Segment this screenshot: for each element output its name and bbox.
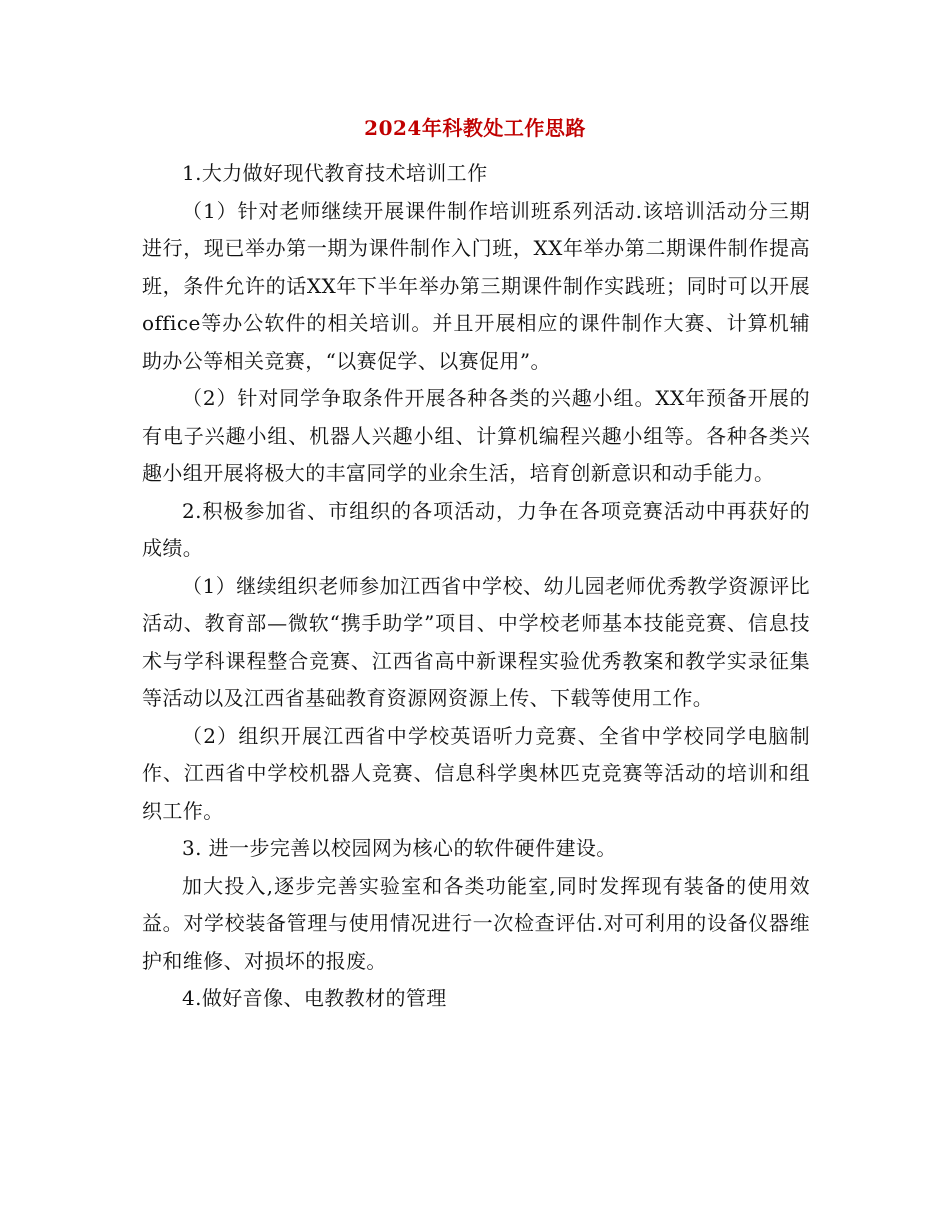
paragraph-1-2: （2）针对同学争取条件开展各种各类的兴趣小组。XX年预备开展的有电子兴趣小组、机器人兴趣小组、计算机编程兴趣小组等。各种各类兴趣小组开展将极大的丰富同学的业余生活，培育创新意识和动手能力。 — [142, 386, 810, 485]
paragraph-1-1: （1）针对老师继续开展课件制作培训班系列活动.该培训活动分三期进行，现已举办第一期为课件制作入门班，XX年举办第二期课件制作提高班，条件允许的话XX年下半年举办第三期课件制作实践班；同时可以开展office等办公软件的相关培训。并且开展相应的课件制作大赛、计算机辅助办公等相关竞赛，“以赛促学、以赛促用”。 — [142, 198, 810, 373]
paragraph-heading-2: 2.积极参加省、市组织的各项活动，力争在各项竞赛活动中再获好的成绩。 — [142, 498, 810, 560]
paragraph-3-1: 加大投入,逐步完善实验室和各类功能室,同时发挥现有装备的使用效益。对学校装备管理与使用情况进行一次检查评估.对可利用的设备仪器维护和维修、对损坏的报废。 — [142, 873, 810, 973]
paragraph-heading-3: 3. 进一步完善以校园网为核心的软件硬件建设。 — [182, 836, 617, 860]
paragraph-heading-4: 4.做好音像、电教教材的管理 — [182, 986, 447, 1010]
document-body — [142, 155, 810, 1018]
paragraph-2-1: （1）继续组织老师参加江西省中学校、幼儿园老师优秀教学资源评比活动、教育部—微软“携手助学”项目、中学校老师基本技能竞赛、信息技术与学科课程整合竞赛、江西省高中新课程实验优秀教案和教学实录征集等活动以及江西省基础教育资源网资源上传、下载等使用工作。 — [142, 573, 810, 710]
paragraph-heading-1: 1.大力做好现代教育技术培训工作 — [182, 161, 488, 185]
document-title: 2024年科教处工作思路 — [364, 116, 586, 140]
paragraph-2-2: （2）组织开展江西省中学校英语听力竞赛、全省中学校同学电脑制作、江西省中学校机器人竞赛、信息科学奥林匹克竞赛等活动的培训和组织工作。 — [142, 723, 810, 823]
